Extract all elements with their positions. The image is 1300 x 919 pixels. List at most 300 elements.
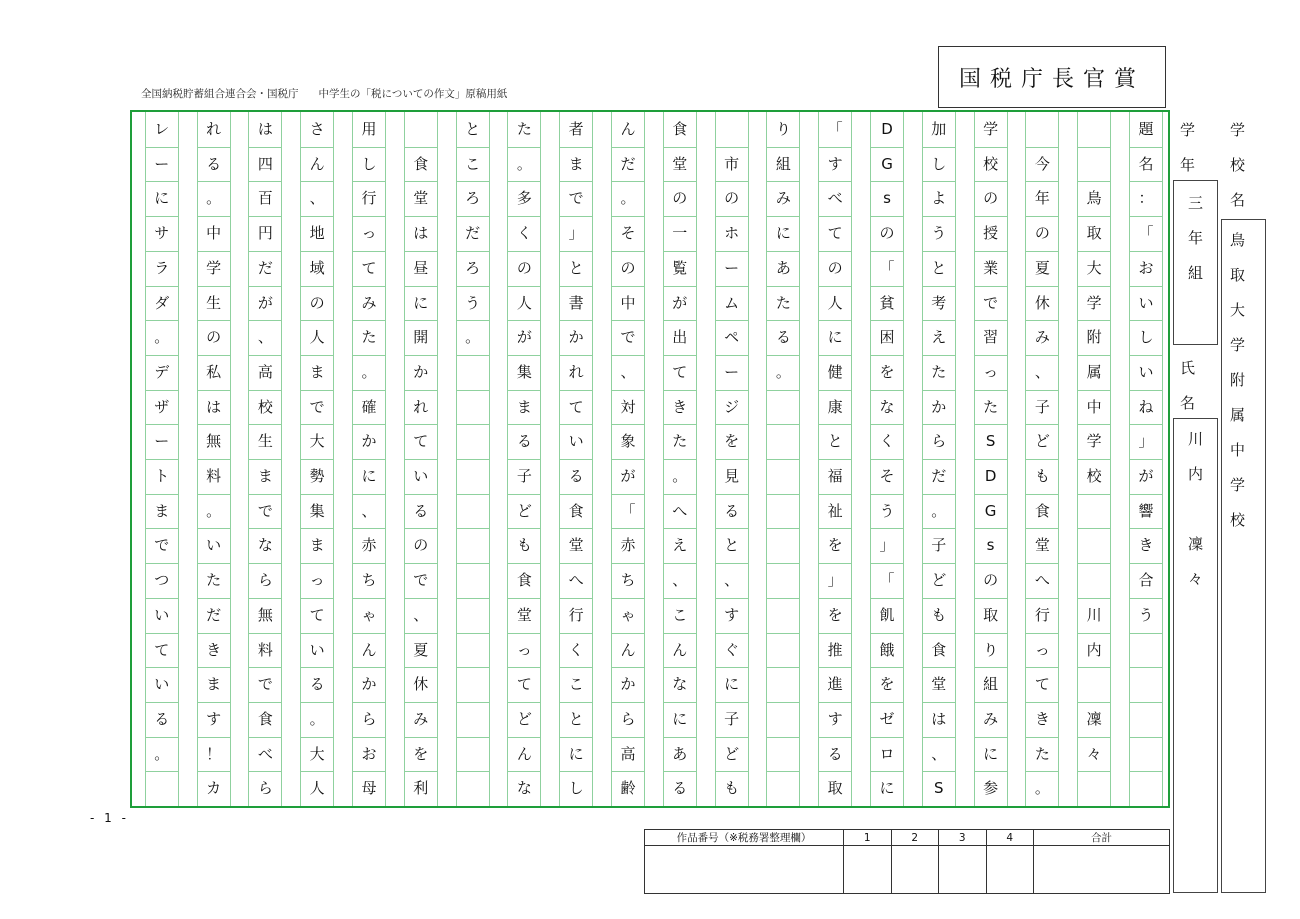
manuscript-cell xyxy=(767,771,799,805)
score-cell[interactable] xyxy=(891,846,939,894)
manuscript-cell: 赤 xyxy=(353,528,385,562)
manuscript-cell: 見 xyxy=(716,459,748,493)
manuscript-cell: ち xyxy=(612,563,644,597)
manuscript-cell: 、 xyxy=(249,320,281,354)
manuscript-cell: 象 xyxy=(612,424,644,458)
score-cell[interactable] xyxy=(645,846,844,894)
manuscript-cell: の xyxy=(198,320,230,354)
manuscript-cell xyxy=(767,494,799,528)
manuscript-cell: の xyxy=(612,251,644,285)
manuscript-column xyxy=(818,112,852,806)
manuscript-cell: 年 xyxy=(1026,181,1058,215)
grade-box xyxy=(1173,180,1218,345)
manuscript-cell: か xyxy=(353,667,385,701)
manuscript-cell: ま xyxy=(301,528,333,562)
manuscript-cell: 子 xyxy=(508,459,540,493)
manuscript-cell: ら xyxy=(612,702,644,736)
manuscript-cell: を xyxy=(871,355,903,389)
manuscript-cell: 多 xyxy=(508,181,540,215)
manuscript-cell: あ xyxy=(664,737,696,771)
grade-label xyxy=(1180,112,1195,182)
manuscript-cell: べ xyxy=(819,181,851,215)
manuscript-cell: ま xyxy=(249,459,281,493)
manuscript-cell: 合 xyxy=(1130,563,1162,597)
manuscript-cell xyxy=(1078,771,1110,805)
manuscript-cell: ら xyxy=(249,771,281,805)
manuscript-cell: 響 xyxy=(1130,494,1162,528)
manuscript-cell: 。 xyxy=(1026,771,1058,805)
manuscript-cell: 。 xyxy=(146,737,178,771)
manuscript-cell: く xyxy=(508,216,540,250)
manuscript-cell: 。 xyxy=(301,702,333,736)
manuscript-cell xyxy=(457,494,489,528)
manuscript-cell: 組 xyxy=(767,147,799,181)
manuscript-cell xyxy=(457,737,489,771)
manuscript-cell: り xyxy=(975,633,1007,667)
manuscript-cell xyxy=(457,771,489,805)
school-label-char: 校 xyxy=(1230,156,1246,174)
score-header: 作品番号（※税務署整理欄） xyxy=(645,830,844,846)
manuscript-cell: す xyxy=(819,147,851,181)
manuscript-cell: 、 xyxy=(301,181,333,215)
manuscript-cell: 赤 xyxy=(612,528,644,562)
manuscript-cell: 加 xyxy=(931,119,947,138)
manuscript-cell: だ xyxy=(198,598,230,632)
manuscript-cell: 対 xyxy=(612,390,644,424)
name-value-char: 凜 xyxy=(1187,535,1203,553)
manuscript-cell: な xyxy=(249,528,281,562)
score-cell[interactable] xyxy=(1034,846,1170,894)
manuscript-cell: 。 xyxy=(457,320,489,354)
manuscript-cell: 、 xyxy=(405,598,437,632)
manuscript-cell: 子 xyxy=(923,528,955,562)
manuscript-cell: 域 xyxy=(301,251,333,285)
manuscript-cell: 用 xyxy=(361,119,377,138)
name-label-char: 氏 xyxy=(1180,359,1196,377)
manuscript-cell: ろ xyxy=(457,181,489,215)
manuscript-cell: で xyxy=(975,286,1007,320)
manuscript-cell: 。 xyxy=(198,494,230,528)
manuscript-cell: 休 xyxy=(1026,286,1058,320)
manuscript-cell: 行 xyxy=(560,598,592,632)
manuscript-cell: 。 xyxy=(664,459,696,493)
manuscript-cell: 人 xyxy=(508,286,540,320)
manuscript-cell: s xyxy=(975,528,1007,562)
manuscript-cell xyxy=(457,702,489,736)
manuscript-cell: ！ xyxy=(198,737,230,771)
manuscript-cell: ゃ xyxy=(612,598,644,632)
manuscript-cell: ね xyxy=(1130,390,1162,424)
manuscript-column xyxy=(922,112,956,806)
manuscript-cell: 。 xyxy=(767,355,799,389)
manuscript-cell: う xyxy=(871,494,903,528)
manuscript-cell: あ xyxy=(767,251,799,285)
manuscript-cell: い xyxy=(198,528,230,562)
manuscript-cell: み xyxy=(1026,320,1058,354)
school-value-char: 中 xyxy=(1230,441,1246,459)
manuscript-cell xyxy=(1130,771,1162,805)
manuscript-cell: し xyxy=(1130,320,1162,354)
manuscript-cell: 鳥 xyxy=(1078,181,1110,215)
manuscript-cell: 母 xyxy=(353,771,385,805)
manuscript-cell: 集 xyxy=(508,355,540,389)
school-label-char: 学 xyxy=(1230,121,1246,139)
manuscript-cell: 内 xyxy=(1078,633,1110,667)
manuscript-cell: と xyxy=(819,424,851,458)
award-title: 国税庁長官賞 xyxy=(938,46,1166,108)
manuscript-cell: ら xyxy=(353,702,385,736)
manuscript-cell: る xyxy=(301,667,333,701)
manuscript-cell: の xyxy=(871,216,903,250)
school-value-char: 鳥 xyxy=(1230,231,1246,249)
manuscript-column xyxy=(248,112,282,806)
manuscript-cell: 推 xyxy=(819,633,851,667)
manuscript-cell: さ xyxy=(309,119,325,138)
manuscript-cell: い xyxy=(146,667,178,701)
manuscript-cell xyxy=(457,563,489,597)
name-label xyxy=(1180,350,1195,420)
manuscript-cell: ゼ xyxy=(871,702,903,736)
manuscript-cell: た xyxy=(923,355,955,389)
manuscript-cell: 名 xyxy=(1130,147,1162,181)
manuscript-cell: ま xyxy=(301,355,333,389)
manuscript-cell: だ xyxy=(249,251,281,285)
manuscript-cell xyxy=(767,390,799,424)
manuscript-cell: 堂 xyxy=(1026,528,1058,562)
manuscript-cell: カ xyxy=(198,771,230,805)
manuscript-cell: で xyxy=(405,563,437,597)
manuscript-cell: ま xyxy=(508,390,540,424)
manuscript-cell: に xyxy=(767,216,799,250)
manuscript-cell: る xyxy=(819,737,851,771)
manuscript-cell: り xyxy=(775,119,791,138)
manuscript-cell: 齢 xyxy=(612,771,644,805)
manuscript-cell: 者 xyxy=(568,119,584,138)
manuscript-cell: 習 xyxy=(975,320,1007,354)
manuscript-cell: に xyxy=(146,181,178,215)
manuscript-cell: 康 xyxy=(819,390,851,424)
manuscript-cell: が xyxy=(249,286,281,320)
manuscript-cell: G xyxy=(975,494,1007,528)
score-table xyxy=(644,829,1170,894)
manuscript-cell: D xyxy=(881,119,893,138)
manuscript-cell: 題 xyxy=(1138,119,1154,138)
manuscript-cell: 料 xyxy=(198,459,230,493)
manuscript-cell: こ xyxy=(560,667,592,701)
manuscript-cell: か xyxy=(353,424,385,458)
manuscript-cell: き xyxy=(198,633,230,667)
manuscript-cell: 「 xyxy=(1130,216,1162,250)
manuscript-column xyxy=(974,112,1008,806)
manuscript-cell xyxy=(1078,147,1110,181)
manuscript-cell: で xyxy=(146,528,178,562)
manuscript-cell: で xyxy=(301,390,333,424)
manuscript-cell xyxy=(457,528,489,562)
manuscript-cell: 校 xyxy=(975,147,1007,181)
manuscript-cell: 、 xyxy=(1026,355,1058,389)
manuscript-cell: て xyxy=(353,251,385,285)
score-cell[interactable] xyxy=(986,846,1034,894)
manuscript-cell: み xyxy=(405,702,437,736)
manuscript-cell: ま xyxy=(198,667,230,701)
school-label-char: 名 xyxy=(1230,191,1246,209)
manuscript-cell xyxy=(457,667,489,701)
manuscript-cell: 」 xyxy=(871,528,903,562)
manuscript-column xyxy=(507,112,541,806)
manuscript-cell: 」 xyxy=(1130,424,1162,458)
manuscript-cell: の xyxy=(975,563,1007,597)
manuscript-cell: み xyxy=(353,286,385,320)
page-number: - 1 - xyxy=(90,811,129,825)
manuscript-cell: を xyxy=(405,737,437,771)
manuscript-cell: な xyxy=(871,390,903,424)
manuscript-cell: る xyxy=(146,702,178,736)
manuscript-cell: う xyxy=(923,216,955,250)
manuscript-cell: た xyxy=(516,119,532,138)
manuscript-cell: 昼 xyxy=(405,251,437,285)
manuscript-cell: ど xyxy=(508,702,540,736)
manuscript-cell: い xyxy=(1130,355,1162,389)
manuscript-cell: て xyxy=(301,598,333,632)
manuscript-cell: ペ xyxy=(716,320,748,354)
manuscript-cell: し xyxy=(353,147,385,181)
manuscript-cell xyxy=(1130,737,1162,771)
manuscript-cell: 中 xyxy=(612,286,644,320)
manuscript-cell: 進 xyxy=(819,667,851,701)
manuscript-cell: で xyxy=(249,667,281,701)
manuscript-cell xyxy=(1078,528,1110,562)
manuscript-cell: S xyxy=(923,771,955,805)
manuscript-cell: が xyxy=(508,320,540,354)
school-value-char: 校 xyxy=(1230,511,1246,529)
manuscript-column xyxy=(611,112,645,806)
manuscript-cell: の xyxy=(1026,216,1058,250)
manuscript-cell: べ xyxy=(249,737,281,771)
manuscript-cell: そ xyxy=(871,459,903,493)
manuscript-cell: s xyxy=(871,181,903,215)
manuscript-cell xyxy=(457,459,489,493)
manuscript-cell: ホ xyxy=(716,216,748,250)
manuscript-cell: っ xyxy=(975,355,1007,389)
manuscript-cell: 取 xyxy=(819,771,851,805)
manuscript-cell xyxy=(767,702,799,736)
manuscript-cell: と xyxy=(716,528,748,562)
manuscript-cell: 校 xyxy=(249,390,281,424)
manuscript-cell xyxy=(457,633,489,667)
manuscript-cell: を xyxy=(819,528,851,562)
name-value-char: 々 xyxy=(1187,570,1203,588)
manuscript-cell: い xyxy=(146,598,178,632)
manuscript-cell: 、 xyxy=(353,494,385,528)
score-col-2: 2 xyxy=(891,830,939,846)
manuscript-cell: し xyxy=(560,771,592,805)
manuscript-cell xyxy=(1026,112,1058,146)
score-col-total: 合計 xyxy=(1034,830,1170,846)
manuscript-column xyxy=(715,112,749,806)
manuscript-cell: の xyxy=(975,181,1007,215)
manuscript-cell: か xyxy=(612,667,644,701)
manuscript-cell: 人 xyxy=(819,286,851,320)
score-cell[interactable] xyxy=(844,846,892,894)
manuscript-cell: 。 xyxy=(146,320,178,354)
manuscript-column xyxy=(456,112,490,806)
manuscript-cell: ト xyxy=(146,459,178,493)
manuscript-cell: 組 xyxy=(975,667,1007,701)
manuscript-cell: き xyxy=(1026,702,1058,736)
manuscript-cell: 今 xyxy=(1026,147,1058,181)
manuscript-cell: 食 xyxy=(672,119,688,138)
manuscript-cell: て xyxy=(508,667,540,701)
manuscript-cell: 川 xyxy=(1078,598,1110,632)
manuscript-cell: で xyxy=(249,494,281,528)
manuscript-cell: 、 xyxy=(923,737,955,771)
score-cell[interactable] xyxy=(939,846,987,894)
manuscript-cell: に xyxy=(716,667,748,701)
manuscript-cell: 夏 xyxy=(405,633,437,667)
manuscript-cell: 書 xyxy=(560,286,592,320)
manuscript-cell: 、 xyxy=(664,563,696,597)
manuscript-cell: ど xyxy=(716,737,748,771)
manuscript-cell: の xyxy=(301,286,333,320)
manuscript-cell: る xyxy=(664,771,696,805)
manuscript-cell xyxy=(767,598,799,632)
manuscript-cell: 々 xyxy=(1078,737,1110,771)
manuscript-cell: い xyxy=(560,424,592,458)
manuscript-cell: う xyxy=(1130,598,1162,632)
manuscript-cell: ろ xyxy=(457,251,489,285)
manuscript-cell: も xyxy=(923,598,955,632)
manuscript-cell xyxy=(767,563,799,597)
manuscript-cell xyxy=(767,528,799,562)
manuscript-cell xyxy=(767,667,799,701)
manuscript-cell: 貧 xyxy=(871,286,903,320)
score-col-1: 1 xyxy=(844,830,892,846)
manuscript-cell: 堂 xyxy=(405,181,437,215)
manuscript-cell: 祉 xyxy=(819,494,851,528)
manuscript-cell: 、 xyxy=(716,563,748,597)
manuscript-cell: う xyxy=(457,286,489,320)
manuscript-cell: 地 xyxy=(301,216,333,250)
manuscript-cell xyxy=(457,598,489,632)
manuscript-cell: 出 xyxy=(664,320,696,354)
manuscript-cell: に xyxy=(353,459,385,493)
manuscript-cell: を xyxy=(716,424,748,458)
organizers: 全国納税貯蓄組合連合会・国税庁 xyxy=(141,88,299,100)
manuscript-cell: く xyxy=(560,633,592,667)
manuscript-cell: だ xyxy=(923,459,955,493)
grade-label-char: 年 xyxy=(1180,156,1196,174)
manuscript-cell: ど xyxy=(923,563,955,597)
manuscript-cell: 中 xyxy=(1078,390,1110,424)
manuscript-cell: 堂 xyxy=(923,667,955,701)
manuscript-cell: る xyxy=(508,424,540,458)
manuscript-cell: へ xyxy=(664,494,696,528)
manuscript-cell: 業 xyxy=(975,251,1007,285)
manuscript-cell: ： xyxy=(1130,181,1162,215)
manuscript-cell: す xyxy=(819,702,851,736)
manuscript-cell: 」 xyxy=(819,563,851,597)
manuscript-cell: え xyxy=(923,320,955,354)
manuscript-cell: 学 xyxy=(198,251,230,285)
name-value xyxy=(1174,419,1217,596)
manuscript-cell: ん xyxy=(664,633,696,667)
manuscript-cell: 休 xyxy=(405,667,437,701)
manuscript-cell: 円 xyxy=(249,216,281,250)
manuscript-cell: ザ xyxy=(146,390,178,424)
manuscript-cell: こ xyxy=(664,598,696,632)
manuscript-column xyxy=(197,112,231,806)
manuscript-cell: 食 xyxy=(1026,494,1058,528)
manuscript-cell: に xyxy=(871,771,903,805)
grade-label-char: 学 xyxy=(1180,121,1196,139)
school-value-char: 学 xyxy=(1230,336,1246,354)
manuscript-cell xyxy=(1078,494,1110,528)
manuscript-cell: 行 xyxy=(353,181,385,215)
manuscript-cell: 学 xyxy=(1078,286,1110,320)
manuscript-cell: る xyxy=(560,459,592,493)
manuscript-cell xyxy=(457,355,489,389)
manuscript-cell: 中 xyxy=(198,216,230,250)
manuscript-cell: 」 xyxy=(560,216,592,250)
manuscript-grid xyxy=(130,110,1170,808)
manuscript-cell: に xyxy=(405,286,437,320)
manuscript-cell: 授 xyxy=(975,216,1007,250)
manuscript-cell: 集 xyxy=(301,494,333,528)
school-value-char: 取 xyxy=(1230,266,1246,284)
grade-value xyxy=(1174,181,1217,290)
manuscript-cell: 食 xyxy=(249,702,281,736)
manuscript-column xyxy=(1025,112,1059,806)
manuscript-cell: に xyxy=(664,702,696,736)
manuscript-cell: が xyxy=(664,286,696,320)
manuscript-cell: 市 xyxy=(716,147,748,181)
school-value xyxy=(1230,222,1245,537)
manuscript-cell: だ xyxy=(612,147,644,181)
manuscript-column xyxy=(1077,112,1111,806)
manuscript-cell: 附 xyxy=(1078,320,1110,354)
manuscript-cell: れ xyxy=(560,355,592,389)
manuscript-cell: は xyxy=(198,390,230,424)
manuscript-cell: ラ xyxy=(146,251,178,285)
manuscript-cell: き xyxy=(664,390,696,424)
manuscript-cell xyxy=(716,112,748,146)
manuscript-cell: ち xyxy=(353,563,385,597)
manuscript-cell: て xyxy=(819,216,851,250)
manuscript-cell: ら xyxy=(249,563,281,597)
manuscript-cell: 餓 xyxy=(871,633,903,667)
grade-value-char: 三 xyxy=(1187,194,1203,212)
manuscript-cell: い xyxy=(1130,286,1162,320)
manuscript-cell: え xyxy=(664,528,696,562)
manuscript-cell: ま xyxy=(146,494,178,528)
manuscript-cell: が xyxy=(1130,459,1162,493)
manuscript-cell: ど xyxy=(508,494,540,528)
manuscript-cell: の xyxy=(405,528,437,562)
manuscript-cell: ん xyxy=(620,119,636,138)
manuscript-cell: 料 xyxy=(249,633,281,667)
manuscript-cell: お xyxy=(353,737,385,771)
school-value-char: 学 xyxy=(1230,476,1246,494)
manuscript-cell: な xyxy=(664,667,696,701)
manuscript-cell: の xyxy=(716,181,748,215)
manuscript-cell: 人 xyxy=(301,320,333,354)
score-col-4: 4 xyxy=(986,830,1034,846)
school-value-char: 属 xyxy=(1230,406,1246,424)
manuscript-cell xyxy=(767,424,799,458)
manuscript-cell: 取 xyxy=(975,598,1007,632)
manuscript-cell: 生 xyxy=(249,424,281,458)
manuscript-cell: 考 xyxy=(923,286,955,320)
